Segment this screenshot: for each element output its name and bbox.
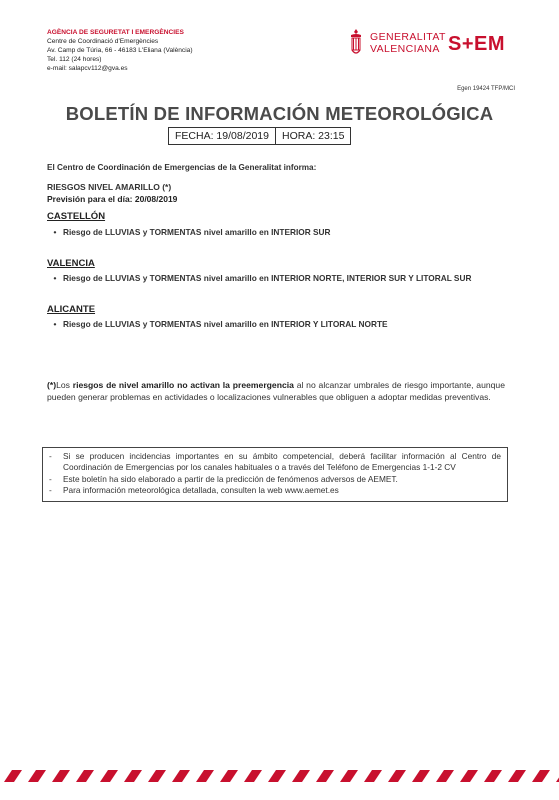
dash-icon: - [49, 451, 52, 461]
risk-header [47, 182, 177, 205]
sender-line: Centre de Coordinació d'Emergències [47, 38, 159, 45]
sender-email: e-mail: salapcv112@gva.es [47, 65, 128, 72]
document-reference: Egen 19424 TFP/MCI [457, 86, 515, 92]
province-castellon: CASTELLÓN [47, 211, 106, 222]
note-bold: riesgos de nivel amarillo no activan la preemergencia [72, 380, 294, 390]
province-alicante: ALICANTE [47, 304, 96, 315]
list-item [49, 474, 501, 485]
yellow-level-note [47, 380, 505, 403]
gv-line-2: VALENCIANA [370, 43, 440, 55]
date-time-box [168, 127, 351, 145]
info-text: Si se producen incidencias importantes en su ámbito competencial, deberá facilitar información al Centro de Coordinación de Emergencias por los canales habituales o a través del Teléfono de Emergencias 1-1-2 CV [63, 451, 501, 473]
risk-text: Riesgo de LLUVIAS y TORMENTAS nivel amarillo en INTERIOR NORTE, INTERIOR SUR Y LITORAL SUR [63, 273, 472, 283]
list-item [47, 319, 388, 329]
list-item [49, 451, 501, 474]
dash-icon: - [49, 473, 52, 484]
sender-block [47, 28, 193, 73]
info-box [42, 447, 508, 502]
hora-cell: HORA: 23:15 [276, 127, 351, 145]
note-mark: (*) [47, 380, 57, 390]
sender-line: Av. Camp de Túria, 66 - 46183 L'Eliana (València) [47, 47, 193, 54]
sender-line: Tel. 112 (24 hores) [47, 56, 102, 63]
info-link-text: Para información meteorológica detallada, consulten la web www.aemet.es [63, 485, 339, 496]
sender-org: AGÈNCIA DE SEGURETAT I EMERGÈNCIES [47, 29, 184, 36]
dash-icon: - [49, 485, 52, 496]
list-item [47, 227, 331, 237]
bullet-icon: • [53, 227, 57, 237]
forecast-date: Previsión para el día: 20/08/2019 [47, 193, 178, 204]
page-title: BOLETÍN DE INFORMACIÓN METEOROLÓGICA [65, 103, 494, 124]
generalitat-wordmark [370, 31, 446, 55]
bullet-icon: • [53, 273, 57, 283]
fecha-cell: FECHA: 19/08/2019 [168, 127, 276, 145]
generalitat-logo [348, 28, 446, 58]
coat-of-arms-icon [348, 28, 364, 58]
info-text: Este boletín ha sido elaborado a partir de la predicción de fenómenos adversos de AEMET. [63, 473, 398, 484]
province-valencia: VALENCIA [47, 258, 95, 269]
list-item [49, 485, 501, 496]
list-item [47, 273, 471, 283]
risk-level: RIESGOS NIVEL AMARILLO (*) [47, 182, 172, 192]
gv-line-1: GENERALITAT [370, 31, 446, 43]
bullet-icon: • [53, 319, 57, 329]
footer-stripe [0, 770, 559, 782]
note-pre: Los [56, 380, 73, 390]
sem-logo: S+EM [448, 33, 506, 55]
risk-text: Riesgo de LLUVIAS y TORMENTAS nivel amarillo en INTERIOR Y LITORAL NORTE [63, 319, 388, 329]
risk-text: Riesgo de LLUVIAS y TORMENTAS nivel amarillo en INTERIOR SUR [63, 227, 331, 237]
note-rest: al no alcanzar umbrales de riesgo importante, aunque pueden generar problemas en actividades o localizaciones vulnerables que obliguen a adoptar medidas preventivas. [47, 380, 505, 402]
intro-text: El Centro de Coordinación de Emergencias de la Generalitat informa: [47, 163, 317, 172]
